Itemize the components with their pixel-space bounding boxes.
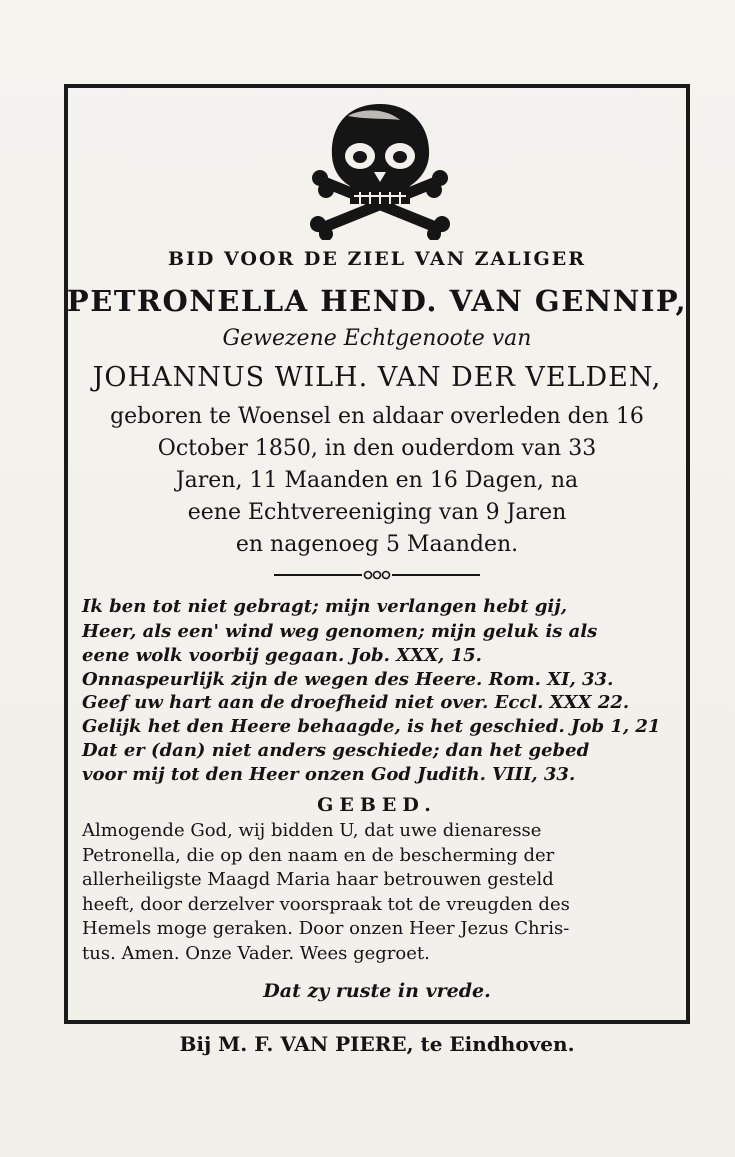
scripture-line: eene wolk voorbij gegaan. Job. XXX, 15.: [82, 645, 482, 666]
prayer-title: GEBED.: [317, 794, 437, 816]
bio-line: October 1850, in den ouderdom van 33: [157, 436, 597, 461]
bio-line: Jaren, 11 Maanden en 16 Dagen, na: [175, 468, 579, 493]
printer-imprint: Bij M. F. VAN PIERE, te Eindhoven.: [179, 1032, 575, 1056]
scripture-line: voor mij tot den Heer onzen God Judith. VIII, 33.: [82, 764, 576, 785]
skull-and-crossbones-icon: [310, 100, 450, 240]
scripture-line: Onnaspeurlijk zijn de wegen des Heere. Rom. XI, 33.: [82, 669, 614, 690]
bio-line: en nagenoeg 5 Maanden.: [235, 532, 519, 557]
closing-line: Dat zy ruste in vrede.: [263, 980, 491, 1002]
deceased-name: PETRONELLA HEND. VAN GENNIP,: [66, 284, 688, 318]
scripture-line: Dat er (dan) niet anders geschiede; dan het gebed: [82, 740, 590, 761]
prayer-line: Petronella, die op den naam en de bescherming der: [82, 845, 555, 866]
scripture-line: Geef uw hart aan de droefheid niet over. Eccl. XXX 22.: [82, 692, 630, 713]
bio-line: eene Echtvereeniging van 9 Jaren: [187, 500, 567, 525]
scripture-line: Gelijk het den Heere behaagde, is het geschied. Job 1, 21: [82, 716, 661, 737]
prayer-line: Hemels moge geraken. Door onzen Heer Jezus Chris-: [82, 918, 570, 939]
prayer-line: tus. Amen. Onze Vader. Wees gegroet.: [82, 943, 430, 964]
prayer-line: Almogende God, wij bidden U, dat uwe dienaresse: [82, 820, 542, 841]
relation-line: Gewezene Echtgenoote van: [222, 326, 532, 351]
scripture-line: Ik ben tot niet gebragt; mijn verlangen hebt gij,: [82, 596, 568, 617]
prayer-line: heeft, door derzelver voorspraak tot de vreugden des: [82, 894, 570, 915]
bio-line: geboren te Woensel en aldaar overleden den 16: [110, 404, 644, 429]
ornament-divider: [272, 568, 482, 582]
prayer-line: allerheiligste Maagd Maria haar betrouwen gesteld: [82, 869, 554, 890]
scripture-line: Heer, als een' wind weg genomen; mijn geluk is als: [82, 621, 598, 642]
heading: BID VOOR DE ZIEL VAN ZALIGER: [167, 248, 587, 270]
husband-name: JOHANNUS WILH. VAN DER VELDEN,: [92, 362, 662, 393]
